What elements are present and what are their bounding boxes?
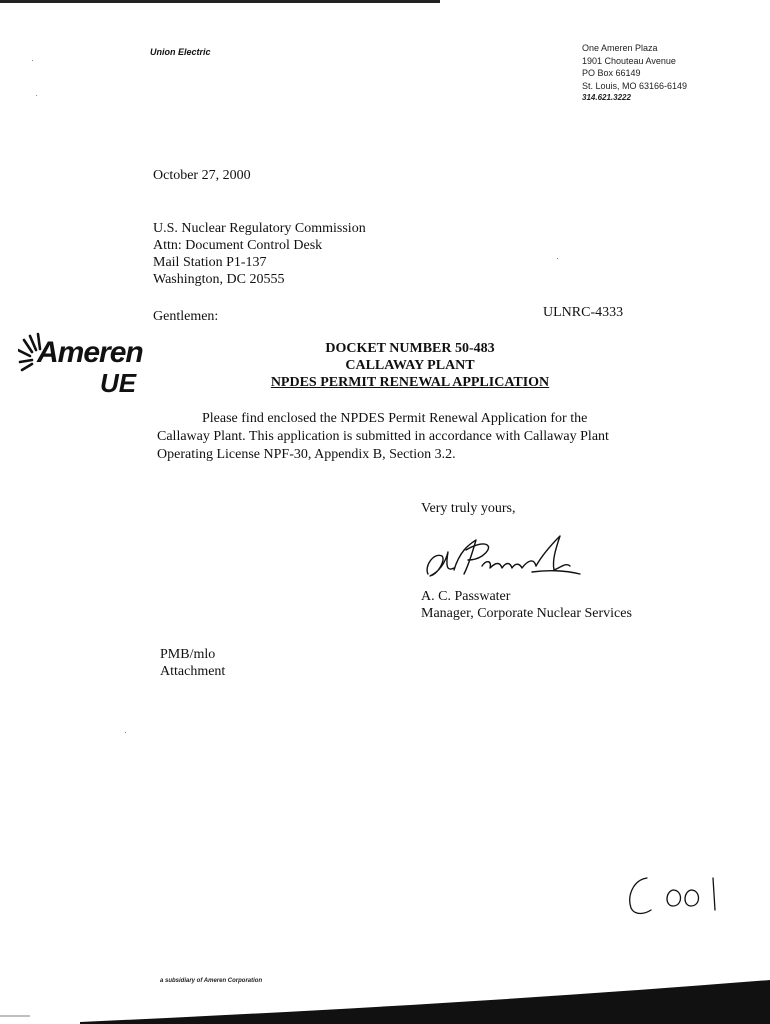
subject-line-3: NPDES PERMIT RENEWAL APPLICATION (270, 375, 550, 390)
subject-line-1: DOCKET NUMBER 50-483 (325, 341, 495, 356)
body-line-1: Please find enclosed the NPDES Permit Renewal Application for the (202, 411, 588, 426)
footer-subsidiary: a subsidiary of Ameren Corporation (160, 978, 263, 984)
logo-wordmark: Ameren (37, 336, 143, 369)
attachment-note: Attachment (160, 664, 226, 679)
subject-block (240, 340, 580, 391)
signer-title: Manager, Corporate Nuclear Services (421, 606, 632, 621)
scan-speck (36, 95, 37, 96)
address-line-2: 1901 Chouteau Avenue (582, 55, 676, 66)
initials-block (160, 646, 225, 680)
phone-number: 314.621.3222 (582, 93, 631, 102)
recipient-line-3: Mail Station P1-137 (153, 255, 267, 270)
closing: Very truly yours, (421, 501, 516, 516)
scan-speck (557, 258, 558, 259)
salutation: Gentlemen: (153, 309, 219, 324)
signer-name: A. C. Passwater (421, 589, 511, 604)
reference-number: ULNRC-4333 (543, 305, 624, 320)
top-rule (0, 0, 440, 3)
handwritten-mark-text: C 001 (625, 870, 628, 871)
letterhead-address (582, 42, 687, 105)
footer-band (0, 950, 770, 1024)
subject-line-2: CALLAWAY PLANT (345, 358, 475, 373)
body-line-3: Operating License NPF-30, Appendix B, Section 3.2. (157, 447, 456, 462)
scan-speck (125, 732, 126, 733)
handwritten-mark (625, 870, 735, 920)
address-line-1: One Ameren Plaza (582, 43, 658, 53)
typist-initials: PMB/mlo (160, 647, 216, 662)
address-line-4: St. Louis, MO 63166-6149 (582, 80, 688, 91)
recipient-line-4: Washington, DC 20555 (153, 272, 285, 287)
logo-subtitle: UE (100, 368, 137, 398)
signature-icon (420, 530, 600, 590)
company-name: Union Electric (150, 47, 211, 57)
recipient-line-2: Attn: Document Control Desk (153, 238, 323, 253)
signer-block (421, 588, 632, 622)
scan-speck (32, 60, 33, 61)
letter-date: October 27, 2000 (153, 168, 251, 183)
body-line-2: Callaway Plant. This application is submitted in accordance with Callaway Plant (157, 429, 609, 444)
body-paragraph (157, 410, 677, 464)
recipient-block (153, 220, 366, 288)
recipient-line-1: U.S. Nuclear Regulatory Commission (153, 221, 366, 236)
address-line-3: PO Box 66149 (582, 68, 641, 78)
